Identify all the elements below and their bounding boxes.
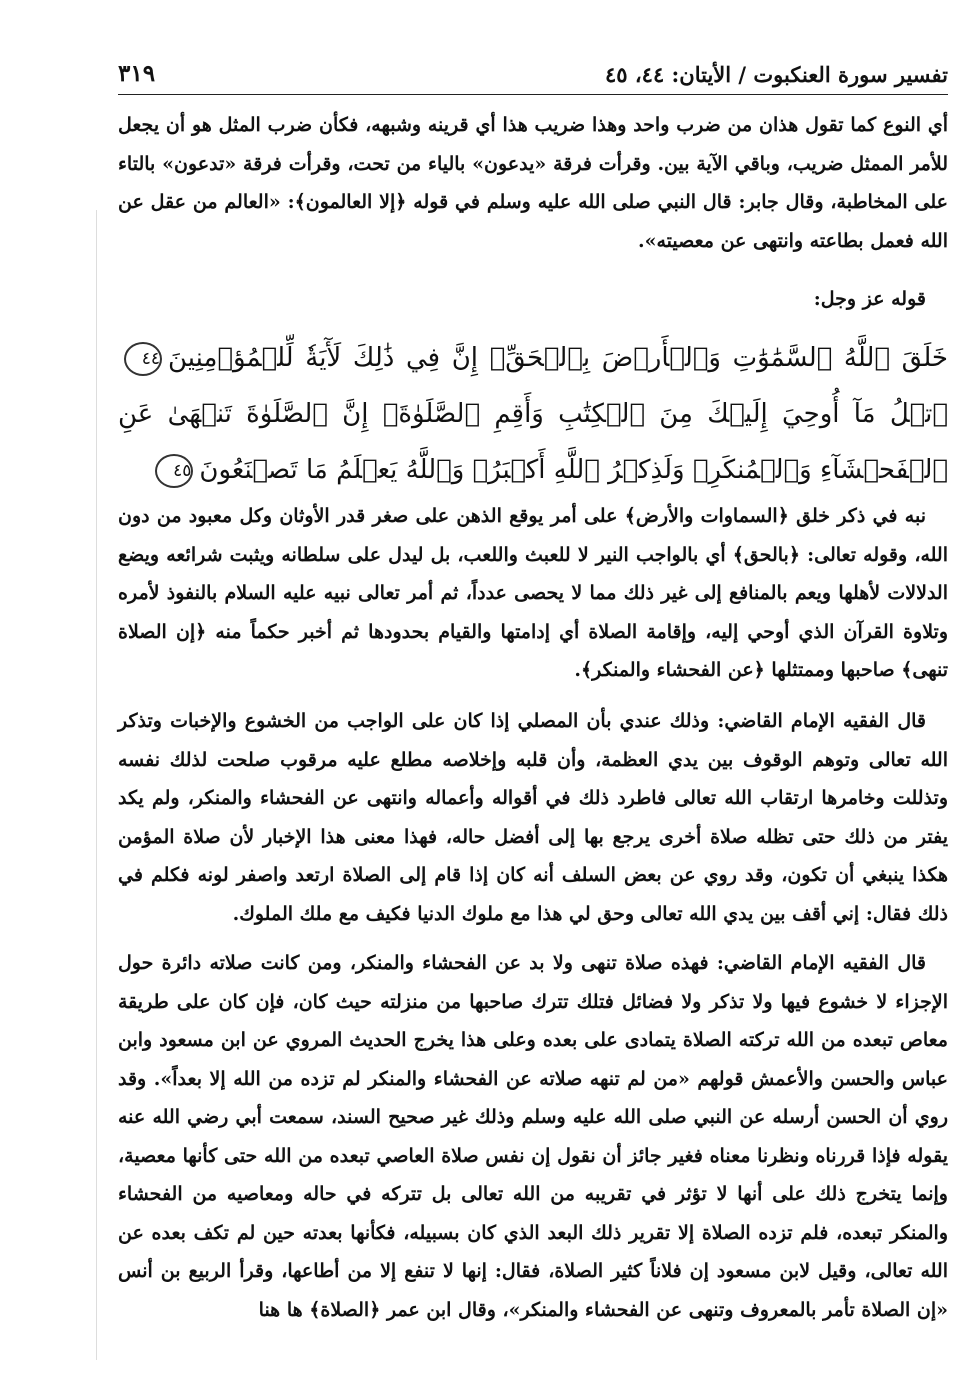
- paragraph-faqih-2: [118, 944, 948, 1329]
- page-header: [118, 58, 948, 98]
- verse-number-45: ٤٥: [155, 454, 193, 488]
- verse-label-text: قوله عز وجل:: [813, 288, 926, 310]
- paragraph-commentary: [118, 497, 948, 690]
- faqih-2-text: قال الفقيه الإمام القاضي: فهذه صلاة تنهى ولا بد عن الفحشاء والمنكر، ومن كانت صلاته دائرة حول الإجزاء لا خشوع فيها ولا تذكر ولا فضائل فتلك تترك صاحبها من منزلته حيث كان، فإن كان على طريقة معاص تبعده من الله تركته الصلاة يتمادى على بعده وعلى هذا يخرج الحديث المروي عن ابن مسعود وابن عباس والحسن والأعمش قولهم «من لم تنهه صلاته عن الفحشاء والمنكر لم تزده من الله إلا بعداً». وقد روي أن الحسن أرسله عن النبي صلى الله عليه وسلم وذلك غير صحيح السند، سمعت أبي رضي الله عنه يقوله فإذا قررناه ونظرنا معناه فغير جائز أن نقول إن نفس صلاة العاصي تبعده من الله حتى كأنها معصية، وإنما يتخرج ذلك على أنها لا تؤثر في تقريبه من الله تعالى بل تتركه في حاله ومعاصيه من الفحشاء والمنكر تبعده، فلم تزده الصلاة إلا تقرير ذلك البعد الذي كان بسبيله، فكأنها بعدته حين لم تكف بعده عن الله تعالى، وقيل لابن مسعود إن فلاناً كثير الصلاة، فقال: إنها لا تنفع إلا من أطاعها، وقرأ الربيع بن أنس «إن الصلاة تأمر بالمعروف وتنهى عن الفحشاء والمنكر»، وقال ابن عمر ﴿الصلاة﴾ ها هنا: [118, 952, 948, 1321]
- verse-intro-label: [118, 280, 948, 319]
- verse-part-44: خَلَقَ ٱللَّهُ ٱلسَّمَٰوَٰتِ وَٱلۡأَرۡضَ بِٱلۡحَقِّۚ إِنَّ فِي ذَٰلِكَ لَأٓيَةٗ لِّلۡمُؤۡمِنِينَ: [168, 343, 948, 373]
- margin-line: [96, 210, 97, 1360]
- header-divider: [118, 94, 948, 95]
- commentary-text: نبه في ذكر خلق ﴿السماوات والأرض﴾ على أمر يوقع الذهن على صغر قدر الأوثان وكل معبود من دون الله، وقوله تعالى: ﴿بالحق﴾ أي بالواجب النير لا للعبث واللعب، بل ليدل على سلطانه ويثبت شرائعه ويضع الدلالات لأهلها ويعم بالمنافع إلى غير ذلك مما لا يحصى عدداً، ثم أمر تعالى نبيه عليه السلام بالنفوذ لأمره وتلاوة القرآن الذي أوحي إليه، وإقامة الصلاة أي إدامتها والقيام بحدودها ثم أخبر حكماً منه ﴿إن الصلاة تنهى﴾ صاحبها وممتثلها ﴿عن الفحشاء والمنكر﴾.: [118, 505, 948, 681]
- page-number: ٣١٩: [118, 60, 156, 87]
- quran-verse: [118, 330, 948, 498]
- paragraph-intro: أي النوع كما تقول هذان من ضرب واحد وهذا ضريب هذا أي قرينه وشبهه، فكأن ضرب المثل هو أن يجعل للأمر الممثل ضريب، وباقي الآية بين. وقرأت فرقة «يدعون» بالياء من تحت، وقرأت فرقة «تدعون» بالتاء على المخاطبة، وقال جابر: قال النبي صلى الله عليه وسلم في قوله ﴿إلا العالمون﴾: «العالم من عقل عن الله فعمل بطاعته وانتهى عن معصيته».: [118, 114, 948, 252]
- running-title: تفسير سورة العنكبوت / الأيتان: ٤٤، ٤٥: [605, 62, 948, 87]
- verse-part-45: ٱتۡلُ مَآ أُوحِيَ إِلَيۡكَ مِنَ ٱلۡكِتَٰبِ وَأَقِمِ ٱلصَّلَوٰةَۖ إِنَّ ٱلصَّلَوٰةَ تَنۡهَىٰ عَنِ ٱلۡفَحۡشَآءِ وَٱلۡمُنكَرِۗ وَلَذِكۡرُ ٱللَّهِ أَكۡبَرُۗ وَٱللَّهُ يَعۡلَمُ مَا تَصۡنَعُونَ: [118, 399, 948, 485]
- faqih-1-text: قال الفقيه الإمام القاضي: وذلك عندي بأن المصلي إذا كان على الواجب من الخشوع والإخبات وتذكر الله تعالى وتوهم الوقوف بين يدي العظمة، وأن قلبه وإخلاصه مطلع عليه مرقوب صلحت لذلك نفسه وتذللت وخامرها ارتقاب الله تعالى فاطرد ذلك في أقواله وأعماله وانتهى عن الفحشاء والمنكر، ولم يكد يفتر من ذلك حتى تظله صلاة أخرى يرجع بها إلى أفضل حاله، فهذا معنى هذا الإخبار لأن صلاة المؤمن هكذا ينبغي أن تكون، وقد روي عن بعض السلف أنه كان إذا قام إلى الصلاة ارتعد واصفر لونه فكلم في ذلك فقال: إني أقف بين يدي الله تعالى وحق لي هذا مع ملوك الدنيا فكيف مع ملك الملوك.: [118, 710, 949, 925]
- paragraph-faqih-1: [118, 702, 948, 933]
- verse-number-44: ٤٤: [124, 342, 162, 376]
